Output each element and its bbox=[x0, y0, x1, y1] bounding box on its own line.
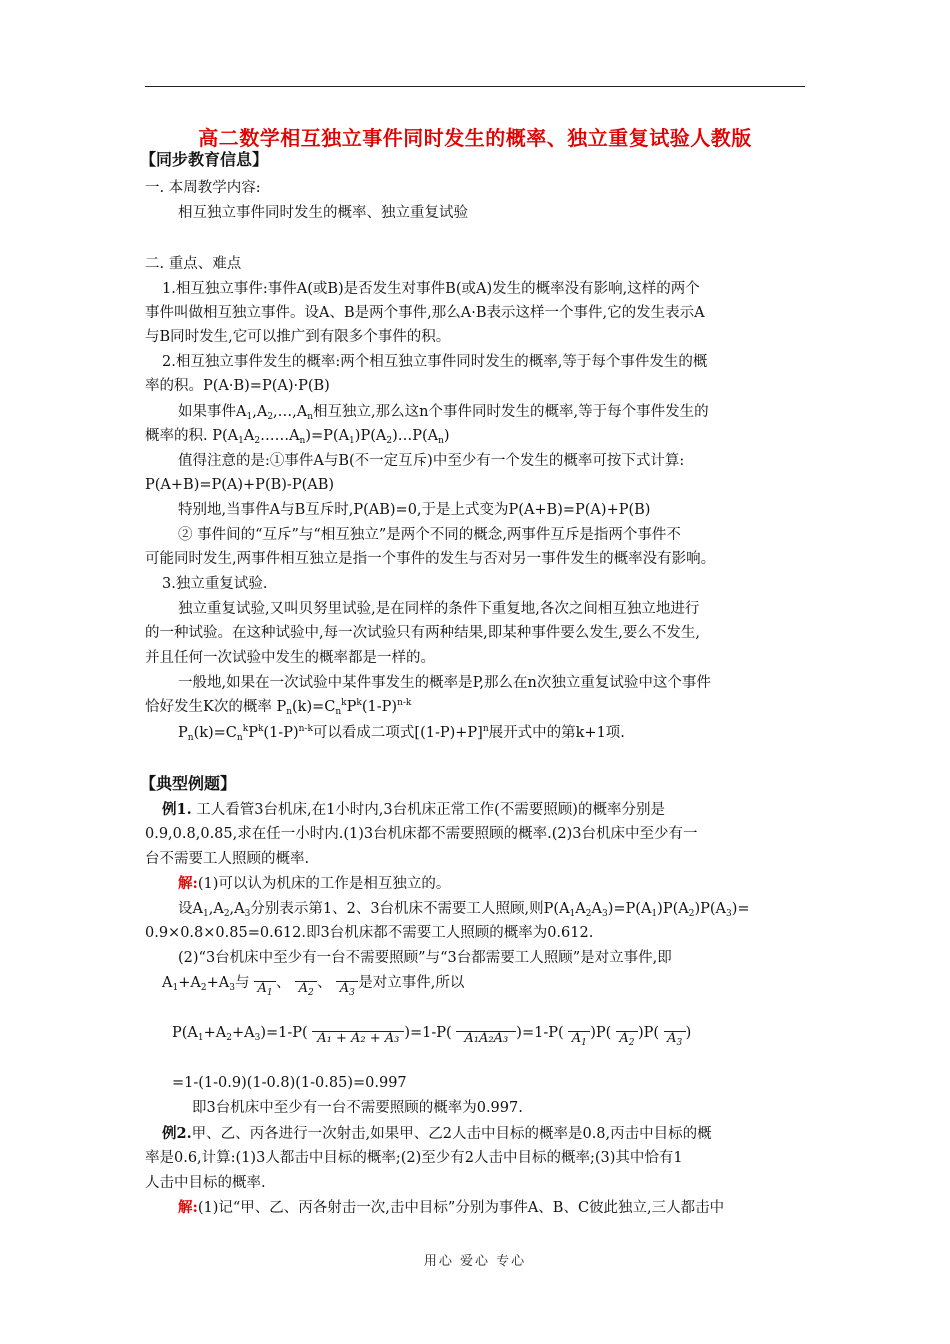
para-1-line-1: 1.相互独立事件:事件A(或B)是否发生对事件B(或A)发生的概率没有影响,这样的两个 bbox=[162, 281, 700, 297]
para-9-line-2: 恰好发生K次的概率 $P_n(k)=C_n^kP^k(1-P)^{n-k}$ bbox=[145, 698, 412, 717]
complement-a1: $A_1$ bbox=[254, 971, 276, 996]
example-2-line-1: 例2.甲、乙、丙各进行一次射击,如果甲、乙2人击中目标的概率是0.8,丙击中目标的概 bbox=[162, 1125, 712, 1142]
para-7: 3.独立重复试验. bbox=[162, 576, 268, 592]
example-1-line-3: 台不需要工人照顾的概率. bbox=[145, 851, 310, 867]
section-examples: 【典型例题】 bbox=[140, 774, 237, 793]
formula-line: $P(A_1+A_2+A_3)=1-P$( A₁ + A₂ + A₃ )=1-P( A₁A₂A₃ )=1-P( $A_1$ )P( $A_2$ )P( $A_3$ ) bbox=[172, 1021, 834, 1046]
page-footer: 用心 爱心 专心 bbox=[423, 1254, 527, 1269]
example-1-line-2: 0.9,0.8,0.85,求在任一小时内.(1)3台机床都不需要照顾的概率.(2)3台机床中至少有一 bbox=[145, 826, 698, 842]
para-3-line-2: 概率的积. $P(A_1A_2\dots\dots A_n)=P(A_1)P(A_2)\dots P(A_n)$ bbox=[145, 428, 450, 446]
example-2-line-3: 人击中目标的概率. bbox=[145, 1175, 266, 1191]
example-1-line-1: 例1. 工人看管3台机床,在1小时内,3台机床正常工作(不需要照顾)的概率分别是 bbox=[162, 801, 665, 818]
complement-a3: $A_3$ bbox=[336, 971, 358, 996]
solution-ex2-line-1: 解:(1)记“甲、乙、丙各射击一次,击中目标”分别为事件A、B、C彼此独立,三人都击中 bbox=[178, 1199, 725, 1216]
calculation-line: =1-(1-0.9)(1-0.8)(1-0.85)=0.997 bbox=[172, 1075, 407, 1091]
document-title: 高二数学相互独立事件同时发生的概率、独立重复试验人教版 bbox=[198, 126, 752, 150]
solution-1-line-2: 设$A_1,A_2,A_3$分别表示第1、2、3台机床不需要工人照顾,则$P(A_1A_2A_3)=P(A_1)P(A_2)P(A_3)=$ bbox=[178, 901, 750, 919]
complement-a2: $A_2$ bbox=[616, 1021, 638, 1046]
solution-2-line-1: (2)“3台机床中至少有一台不需要照顾”与“3台都需要工人照顾”是对立事件,即 bbox=[178, 950, 672, 966]
para-2-line-1: 2.相互独立事件发生的概率:两个相互独立事件同时发生的概率,等于每个事件发生的概 bbox=[162, 354, 708, 370]
para-2-line-2: 率的积。P(A·B)=P(A)·P(B) bbox=[145, 378, 330, 394]
para-1-line-3: 与B同时发生,它可以推广到有限多个事件的积。 bbox=[145, 329, 451, 345]
complement-a1: $A_1$ bbox=[568, 1021, 590, 1046]
section-2-heading: 二. 重点、难点 bbox=[145, 256, 242, 272]
complement-sum: A₁ + A₂ + A₃ bbox=[312, 1021, 404, 1046]
example-2-line-2: 率是0.6,计算:(1)3人都击中目标的概率;(2)至少有2人击中目标的概率;(3)其中恰有1 bbox=[145, 1150, 683, 1166]
para-6-line-1: ② 事件间的“互斥”与“相互独立”是两个不同的概念,两事件互斥是指两个事件不 bbox=[178, 527, 681, 543]
para-4-line-2: P(A+B)=P(A)+P(B)-P(AB) bbox=[145, 477, 335, 493]
solution-1-line-3: 0.9×0.8×0.85=0.612.即3台机床都不需要工人照顾的概率为0.612. bbox=[145, 925, 594, 941]
section-1-body: 相互独立事件同时发生的概率、独立重复试验 bbox=[178, 205, 468, 221]
solution-1-line-1: 解:(1)可以认为机床的工作是相互独立的。 bbox=[178, 875, 451, 892]
para-8-line-3: 并且任何一次试验中发生的概率都是一样的。 bbox=[145, 650, 435, 666]
para-4-line-1: 值得注意的是:①事件A与B(不一定互斥)中至少有一个发生的概率可按下式计算: bbox=[178, 453, 685, 469]
example-2-label: 例2. bbox=[162, 1125, 192, 1142]
complement-a2: $A_2$ bbox=[295, 971, 317, 996]
para-3-line-1: 如果事件$A_1,A_2,\dots,A_n$相互独立,那么这n个事件同时发生的概率,等于每个事件发生的 bbox=[178, 404, 709, 422]
complement-product: A₁A₂A₃ bbox=[456, 1021, 516, 1046]
para-6-line-2: 可能同时发生,两事件相互独立是指一个事件的发生与否对另一事件发生的概率没有影响。 bbox=[145, 551, 716, 567]
section-1-heading: 一. 本周教学内容: bbox=[145, 180, 261, 196]
complement-a3: $A_3$ bbox=[664, 1021, 686, 1046]
para-8-line-2: 的一种试验。在这种试验中,每一次试验只有两种结果,即某种事件要么发生,要么不发生, bbox=[145, 625, 700, 641]
example-1-label: 例1. bbox=[162, 801, 192, 818]
solution-2-line-2: $A_1+A_2+A_3$与 $A_1$ 、 $A_2$ 、 $A_3$ 是对立事件,所以 bbox=[162, 971, 824, 996]
solution-2-label: 解: bbox=[178, 1199, 198, 1216]
para-10: $P_n(k)=C_n^kP^k(1-P)^{n-k}$可以看成二项式$[(1-P)+P]^n$展开式中的第k+1项. bbox=[178, 724, 625, 743]
para-8-line-1: 独立重复试验,又叫贝努里试验,是在同样的条件下重复地,各次之间相互独立地进行 bbox=[178, 601, 700, 617]
para-1-line-2: 事件叫做相互独立事件。设A、B是两个事件,那么A·B表示这样一个事件,它的发生表示A bbox=[145, 305, 705, 321]
conclusion-line: 即3台机床中至少有一台不需要照顾的概率为0.997. bbox=[192, 1100, 523, 1116]
solution-label: 解: bbox=[178, 875, 198, 892]
section-sync-info: 【同步教育信息】 bbox=[140, 150, 269, 169]
para-5: 特别地,当事件A与B互斥时,P(AB)=0,于是上式变为P(A+B)=P(A)+P(B) bbox=[178, 502, 651, 518]
header-rule bbox=[145, 86, 805, 87]
para-9-line-1: 一般地,如果在一次试验中某件事发生的概率是P,那么在n次独立重复试验中这个事件 bbox=[178, 675, 711, 691]
